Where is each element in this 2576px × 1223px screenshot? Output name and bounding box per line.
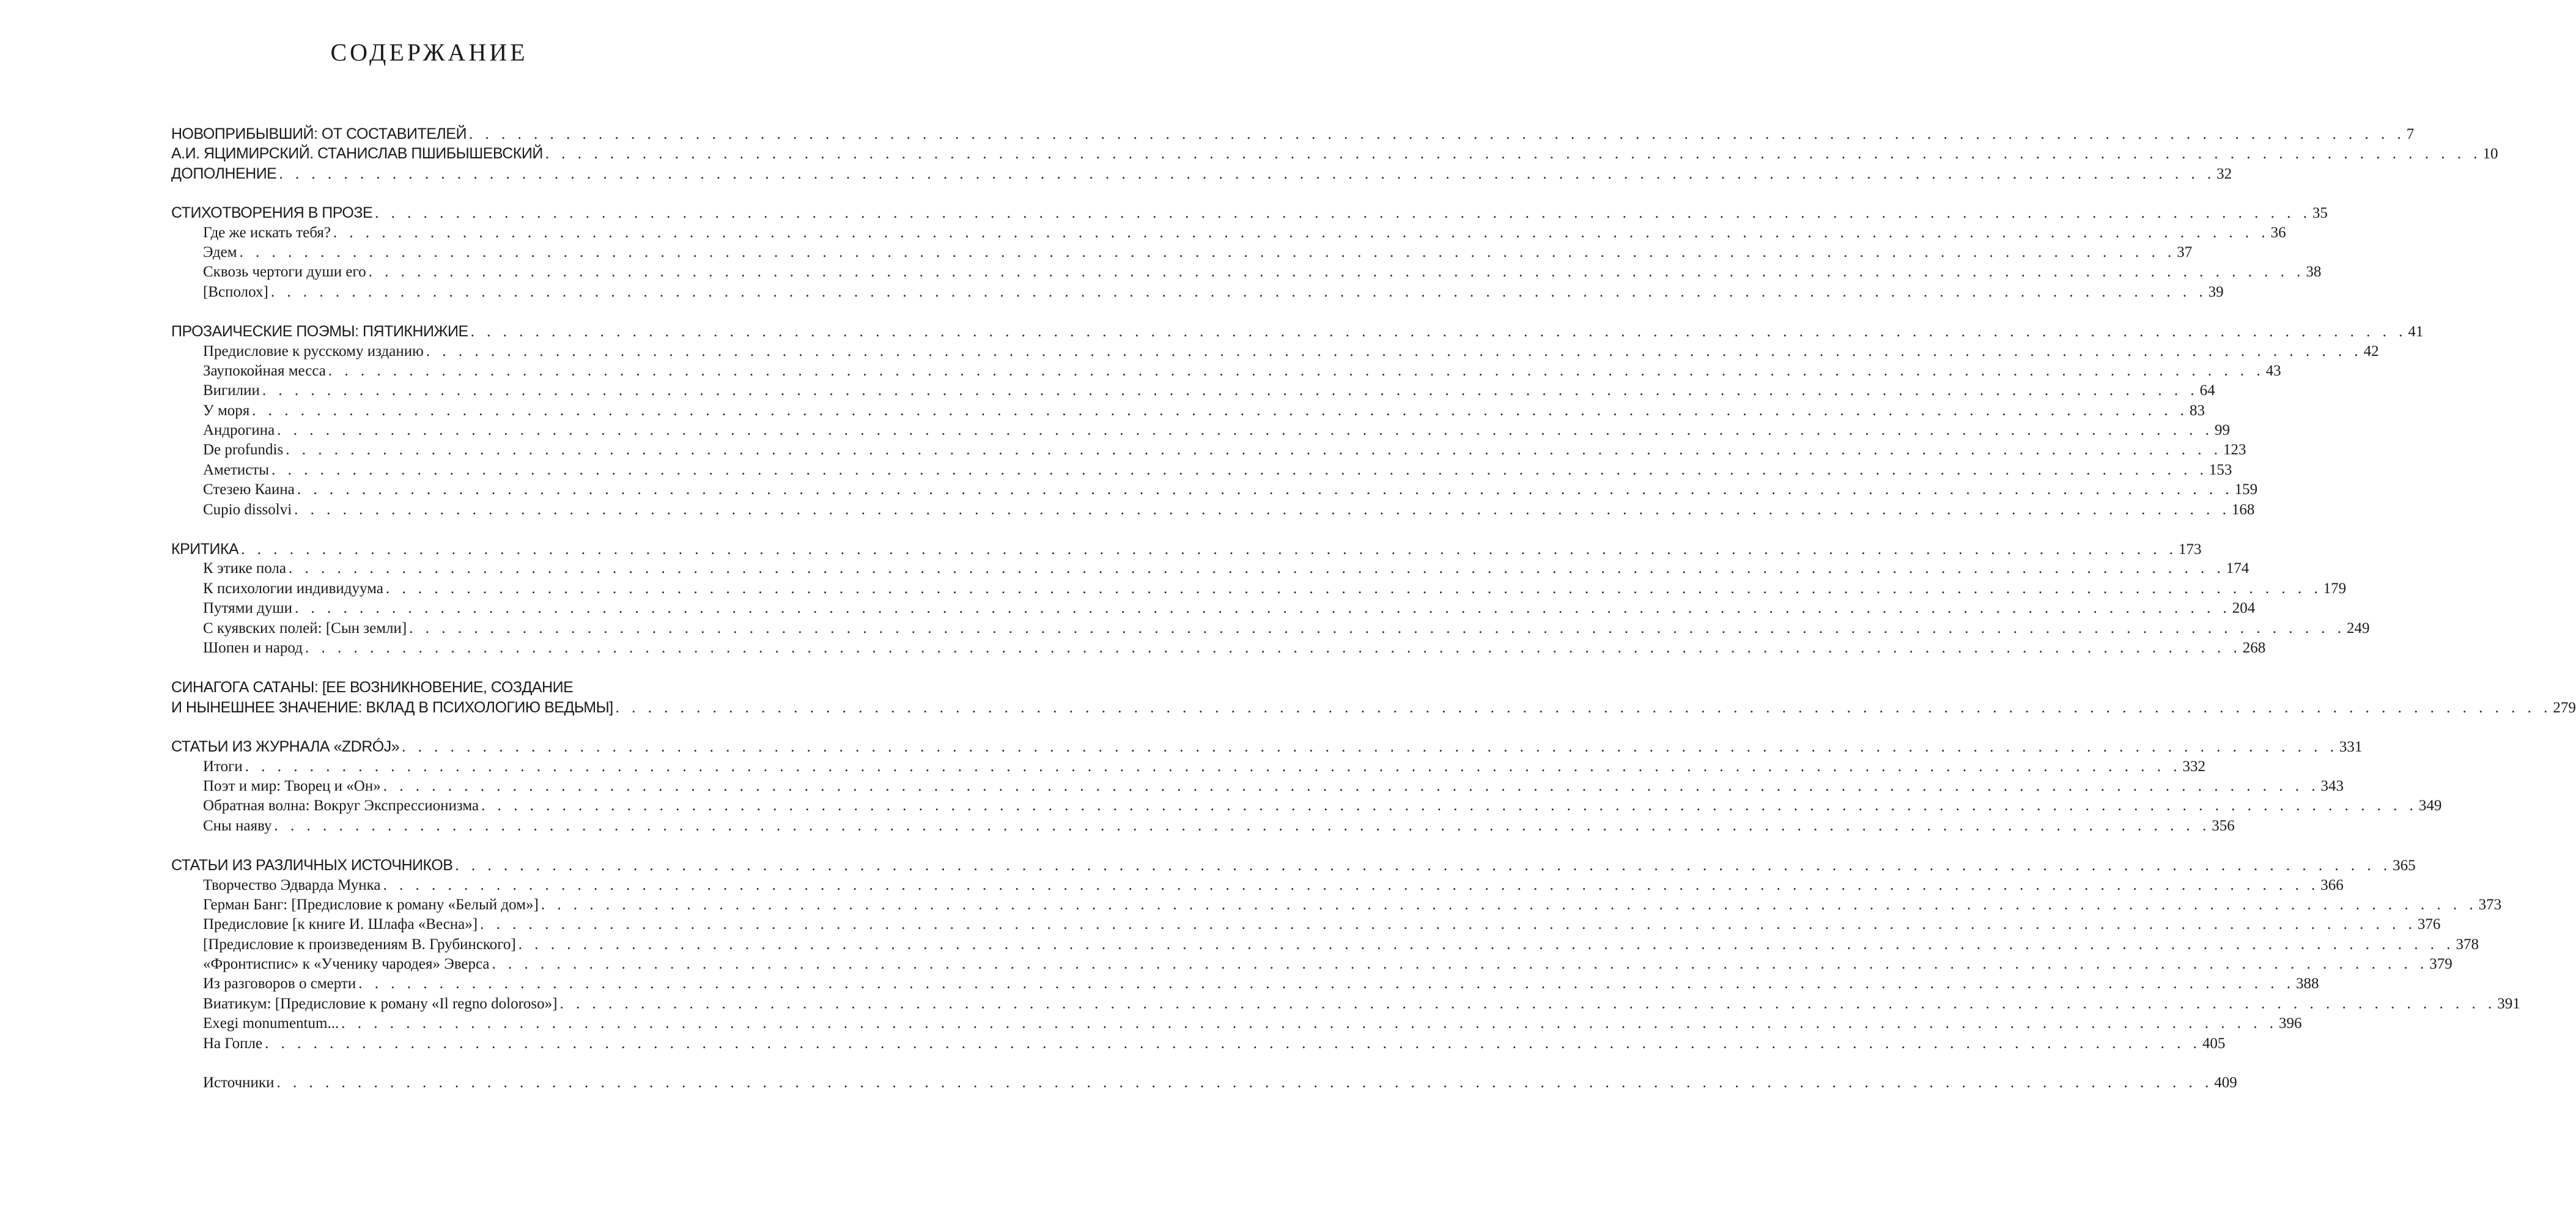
toc-entry-title: Cupio dissolvi <box>203 501 292 518</box>
toc-entry[interactable] <box>171 559 2249 578</box>
toc-leader-dots: . . . . . . . . . . . . . . . . . . . . . . . . . . . . . . . . . . . . . . . . . . . . . . . . . . . . . . . . . . . . . . . . . . . . . . . . . . . . . . . . . . . . . . . . . . . . . . . . . . . . . . . . . . . . . . . . . . . . . . . . <box>241 541 2177 558</box>
table-of-contents <box>171 124 2576 1112</box>
toc-leader-dots: . . . . . . . . . . . . . . . . . . . . . . . . . . . . . . . . . . . . . . . . . . . . . . . . . . . . . . . . . . . . . . . . . . . . . . . . . . . . . . . . . . . . . . . . . . . . . . . . . . . . . . . . . . . . . . . . . . . . . . . . <box>385 580 2322 597</box>
toc-section <box>171 539 2370 658</box>
toc-entry[interactable] <box>171 816 2235 836</box>
toc-entry[interactable] <box>171 935 2479 955</box>
toc-leader-dots: . . . . . . . . . . . . . . . . . . . . . . . . . . . . . . . . . . . . . . . . . . . . . . . . . . . . . . . . . . . . . . . . . . . . . . . . . . . . . . . . . . . . . . . . . . . . . . . . . . . . . . . . . . . . . . . . . . . . . . . . <box>294 600 2231 617</box>
toc-entry-title: СИНАГОГА САТАНЫ: [ЕЕ ВОЗНИКНОВЕНИЕ, СОЗДАНИЕ <box>171 679 574 696</box>
toc-entry-title: Из разговоров о смерти <box>203 975 356 992</box>
toc-leader-dots: . . . . . . . . . . . . . . . . . . . . . . . . . . . . . . . . . . . . . . . . . . . . . . . . . . . . . . . . . . . . . . . . . . . . . . . . . . . . . . . . . . . . . . . . . . . . . . . . . . . . . . . . . . . . . . . . . . . . . . . . <box>615 699 2552 716</box>
toc-entry[interactable] <box>171 223 2286 243</box>
toc-section <box>171 678 2576 717</box>
toc-entry[interactable] <box>171 915 2441 934</box>
toc-entry-title: De profundis <box>203 442 284 459</box>
toc-page-number: 268 <box>2242 639 2266 656</box>
toc-leader-dots: . . . . . . . . . . . . . . . . . . . . . . . . . . . . . . . . . . . . . . . . . . . . . . . . . . . . . . . . . . . . . . . . . . . . . . . . . . . . . . . . . . . . . . . . . . . . . . . . . . . . . . . . . . . . . . . . . . . . . . . . <box>481 797 2418 815</box>
toc-page-number: 123 <box>2223 442 2246 459</box>
toc-entry[interactable] <box>171 994 2520 1014</box>
toc-page-number: 173 <box>2178 541 2202 558</box>
toc-entry-title: Сквозь чертоги души его <box>203 264 366 281</box>
toc-section <box>171 855 2520 1054</box>
toc-page-number: 373 <box>2478 896 2502 913</box>
toc-leader-dots: . . . . . . . . . . . . . . . . . . . . . . . . . . . . . . . . . . . . . . . . . . . . . . . . . . . . . . . . . . . . . . . . . . . . . . . . . . . . . . . . . . . . . . . . . . . . . . . . . . . . . . . . . . . . . . . . . . . . . . . . <box>470 323 2407 341</box>
toc-page-number: 249 <box>2346 619 2370 637</box>
toc-entry[interactable] <box>171 203 2328 223</box>
toc-entry-title: [Предисловие к произведениям В. Грубинского] <box>203 936 516 953</box>
toc-entry-title: К психологии индивидуума <box>203 580 383 597</box>
toc-page-number: 38 <box>2306 264 2322 281</box>
toc-entry-title: Сны наяву <box>203 817 272 834</box>
toc-leader-dots: . . . . . . . . . . . . . . . . . . . . . . . . . . . . . . . . . . . . . . . . . . . . . . . . . . . . . . . . . . . . . . . . . . . . . . . . . . . . . . . . . . . . . . . . . . . . . . . . . . . . . . . . . . . . . . . . . . . . . . . . <box>288 560 2225 577</box>
toc-page-number: 153 <box>2209 461 2232 478</box>
toc-entry[interactable] <box>171 638 2266 658</box>
toc-leader-dots: . . . . . . . . . . . . . . . . . . . . . . . . . . . . . . . . . . . . . . . . . . . . . . . . . . . . . . . . . . . . . . . . . . . . . . . . . . . . . . . . . . . . . . . . . . . . . . . . . . . . . . . . . . . . . . . . . . . . . . . . <box>409 619 2345 637</box>
toc-entry-title: СТАТЬИ ИЗ РАЗЛИЧНЫХ ИСТОЧНИКОВ <box>171 857 453 874</box>
toc-entry-title: Аметисты <box>203 461 270 478</box>
toc-leader-dots: . . . . . . . . . . . . . . . . . . . . . . . . . . . . . . . . . . . . . . . . . . . . . . . . . . . . . . . . . . . . . . . . . . . . . . . . . . . . . . . . . . . . . . . . . . . . . . . . . . . . . . . . . . . . . . . . . . . . . . . . <box>265 1035 2201 1052</box>
toc-entry[interactable] <box>171 1014 2302 1033</box>
toc-entry-title: Источники <box>203 1074 275 1092</box>
toc-leader-dots: . . . . . . . . . . . . . . . . . . . . . . . . . . . . . . . . . . . . . . . . . . . . . . . . . . . . . . . . . . . . . . . . . . . . . . . . . . . . . . . . . . . . . . . . . . . . . . . . . . . . . . . . . . . . . . . . . . . . . . . . <box>304 639 2242 656</box>
toc-page-number: 204 <box>2232 600 2256 617</box>
toc-page-number: 409 <box>2214 1074 2237 1092</box>
toc-page-number: 331 <box>2339 739 2363 756</box>
toc-leader-dots: . . . . . . . . . . . . . . . . . . . . . . . . . . . . . . . . . . . . . . . . . . . . . . . . . . . . . . . . . . . . . . . . . . . . . . . . . . . . . . . . . . . . . . . . . . . . . . . . . . . . . . . . . . . . . . . . . . . . . . . . <box>262 382 2199 399</box>
toc-section <box>171 203 2328 302</box>
toc-page-number: 83 <box>2190 402 2205 419</box>
toc-entry-title: Предисловие [к книге И. Шлафа «Весна»] <box>203 916 478 933</box>
toc-entry[interactable] <box>171 698 2576 717</box>
toc-leader-dots: . . . . . . . . . . . . . . . . . . . . . . . . . . . . . . . . . . . . . . . . . . . . . . . . . . . . . . . . . . . . . . . . . . . . . . . . . . . . . . . . . . . . . . . . . . . . . . . . . . . . . . . . . . . . . . . . . . . . . . . . <box>468 126 2405 142</box>
toc-entry-title: «Фронтиспис» к «Ученику чародея» Эверса <box>203 956 490 973</box>
toc-entry-title: А.И. ЯЦИМИРСКИЙ. СТАНИСЛАВ ПШИБЫШЕВСКИЙ <box>171 145 543 163</box>
toc-entry[interactable] <box>171 579 2347 599</box>
toc-entry[interactable] <box>171 440 2246 460</box>
toc-entry-title: Путями души <box>203 600 292 617</box>
toc-section <box>171 737 2442 836</box>
toc-entry[interactable] <box>171 777 2344 796</box>
toc-leader-dots: . . . . . . . . . . . . . . . . . . . . . . . . . . . . . . . . . . . . . . . . . . . . . . . . . . . . . . . . . . . . . . . . . . . . . . . . . . . . . . . . . . . . . . . . . . . . . . . . . . . . . . . . . . . . . . . . . . . . . . . . <box>541 896 2478 913</box>
toc-entry[interactable] <box>171 381 2215 401</box>
toc-page-number: 35 <box>2312 205 2328 222</box>
toc-section <box>171 322 2424 520</box>
toc-entry[interactable] <box>171 283 2224 302</box>
toc-entry-title: ПРОЗАИЧЕСКИЕ ПОЭМЫ: ПЯТИКНИЖИЕ <box>171 323 468 341</box>
toc-leader-dots: . . . . . . . . . . . . . . . . . . . . . . . . . . . . . . . . . . . . . . . . . . . . . . . . . . . . . . . . . . . . . . . . . . . . . . . . . . . . . . . . . . . . . . . . . . . . . . . . . . . . . . . . . . . . . . . . . . . . . . . . <box>368 264 2305 281</box>
toc-page-number: 43 <box>2265 362 2281 379</box>
toc-leader-dots: . . . . . . . . . . . . . . . . . . . . . . . . . . . . . . . . . . . . . . . . . . . . . . . . . . . . . . . . . . . . . . . . . . . . . . . . . . . . . . . . . . . . . . . . . . . . . . . . . . . . . . . . . . . . . . . . . . . . . . . . <box>274 817 2211 834</box>
toc-page-number: 378 <box>2456 936 2479 953</box>
toc-leader-dots: . . . . . . . . . . . . . . . . . . . . . . . . . . . . . . . . . . . . . . . . . . . . . . . . . . . . . . . . . . . . . . . . . . . . . . . . . . . . . . . . . . . . . . . . . . . . . . . . . . . . . . . . . . . . . . . . . . . . . . . . <box>545 146 2482 163</box>
toc-entry[interactable] <box>171 737 2363 756</box>
toc-section <box>171 124 2498 183</box>
toc-page-number: 7 <box>2406 126 2415 142</box>
toc-page-number: 39 <box>2208 283 2224 300</box>
toc-entry-title: [Всполох] <box>203 283 268 300</box>
toc-entry[interactable] <box>171 599 2256 618</box>
toc-page-number: 396 <box>2278 1015 2302 1032</box>
toc-page-number: 356 <box>2212 817 2235 834</box>
toc-entry-title: Предисловие к русскому изданию <box>203 342 424 360</box>
toc-page-number: 168 <box>2231 501 2255 518</box>
toc-page-number: 388 <box>2295 975 2319 992</box>
toc-entry[interactable] <box>171 757 2206 777</box>
toc-entry-title: И НЫНЕШНЕЕ ЗНАЧЕНИЕ: ВКЛАД В ПСИХОЛОГИЮ ВЕДЬМЫ] <box>171 698 613 716</box>
toc-leader-dots: . . . . . . . . . . . . . . . . . . . . . . . . . . . . . . . . . . . . . . . . . . . . . . . . . . . . . . . . . . . . . . . . . . . . . . . . . . . . . . . . . . . . . . . . . . . . . . . . . . . . . . . . . . . . . . . . . . . . . . . . <box>383 777 2320 794</box>
toc-page-number: 10 <box>2482 146 2498 163</box>
toc-entry-title: У моря <box>203 402 250 419</box>
toc-page-number: 64 <box>2199 382 2215 399</box>
toc-section <box>171 1073 2237 1093</box>
toc-entry[interactable] <box>171 164 2232 183</box>
toc-page-number: 159 <box>2234 481 2258 498</box>
toc-entry-title: Итоги <box>203 758 243 775</box>
toc-leader-dots: . . . . . . . . . . . . . . . . . . . . . . . . . . . . . . . . . . . . . . . . . . . . . . . . . . . . . . . . . . . . . . . . . . . . . . . . . . . . . . . . . . . . . . . . . . . . . . . . . . . . . . . . . . . . . . . . . . . . . . . . <box>341 1015 2278 1032</box>
toc-page-number: 179 <box>2323 580 2347 597</box>
toc-page-number: 332 <box>2182 758 2206 775</box>
toc-page-number: 405 <box>2202 1035 2226 1052</box>
toc-entry-title: К этике пола <box>203 560 286 577</box>
toc-entry-title: СТАТЬИ ИЗ ЖУРНАЛА «ZDRÓJ» <box>171 738 400 756</box>
toc-leader-dots: . . . . . . . . . . . . . . . . . . . . . . . . . . . . . . . . . . . . . . . . . . . . . . . . . . . . . . . . . . . . . . . . . . . . . . . . . . . . . . . . . . . . . . . . . . . . . . . . . . . . . . . . . . . . . . . . . . . . . . . . <box>271 461 2208 478</box>
toc-leader-dots: . . . . . . . . . . . . . . . . . . . . . . . . . . . . . . . . . . . . . . . . . . . . . . . . . . . . . . . . . . . . . . . . . . . . . . . . . . . . . . . . . . . . . . . . . . . . . . . . . . . . . . . . . . . . . . . . . . . . . . . . <box>297 481 2234 498</box>
toc-page-number: 365 <box>2393 857 2416 874</box>
toc-entry[interactable] <box>171 243 2193 262</box>
toc-entry[interactable] <box>171 876 2344 895</box>
toc-leader-dots: . . . . . . . . . . . . . . . . . . . . . . . . . . . . . . . . . . . . . . . . . . . . . . . . . . . . . . . . . . . . . . . . . . . . . . . . . . . . . . . . . . . . . . . . . . . . . . . . . . . . . . . . . . . . . . . . . . . . . . . . <box>276 1074 2213 1092</box>
toc-page-number: 376 <box>2417 916 2441 933</box>
toc-leader-dots: . . . . . . . . . . . . . . . . . . . . . . . . . . . . . . . . . . . . . . . . . . . . . . . . . . . . . . . . . . . . . . . . . . . . . . . . . . . . . . . . . . . . . . . . . . . . . . . . . . . . . . . . . . . . . . . . . . . . . . . . <box>328 362 2265 379</box>
toc-page-number: 32 <box>2216 165 2232 182</box>
toc-entry-title: КРИТИКА <box>171 541 239 558</box>
toc-entry[interactable] <box>171 1034 2226 1054</box>
toc-leader-dots: . . . . . . . . . . . . . . . . . . . . . . . . . . . . . . . . . . . . . . . . . . . . . . . . . . . . . . . . . . . . . . . . . . . . . . . . . . . . . . . . . . . . . . . . . . . . . . . . . . . . . . . . . . . . . . . . . . . . . . . . <box>375 205 2311 222</box>
toc-entry[interactable] <box>171 796 2442 816</box>
toc-leader-dots: . . . . . . . . . . . . . . . . . . . . . . . . . . . . . . . . . . . . . . . . . . . . . . . . . . . . . . . . . . . . . . . . . . . . . . . . . . . . . . . . . . . . . . . . . . . . . . . . . . . . . . . . . . . . . . . . . . . . . . . . <box>252 402 2189 419</box>
toc-entry-title: Заупокойная месса <box>203 362 326 379</box>
toc-entry[interactable] <box>171 1073 2237 1093</box>
toc-leader-dots: . . . . . . . . . . . . . . . . . . . . . . . . . . . . . . . . . . . . . . . . . . . . . . . . . . . . . . . . . . . . . . . . . . . . . . . . . . . . . . . . . . . . . . . . . . . . . . . . . . . . . . . . . . . . . . . . . . . . . . . . <box>286 442 2222 459</box>
toc-entry-title: С куявских полей: [Сын земли] <box>203 619 407 637</box>
toc-entry-title: Андрогина <box>203 422 275 439</box>
toc-leader-dots: . . . . . . . . . . . . . . . . . . . . . . . . . . . . . . . . . . . . . . . . . . . . . . . . . . . . . . . . . . . . . . . . . . . . . . . . . . . . . . . . . . . . . . . . . . . . . . . . . . . . . . . . . . . . . . . . . . . . . . . . <box>358 975 2295 992</box>
toc-entry-title: Обратная волна: Вокруг Экспрессионизма <box>203 797 479 815</box>
toc-page-number: 391 <box>2497 995 2520 1012</box>
toc-entry[interactable] <box>171 480 2258 500</box>
toc-entry[interactable] <box>171 955 2452 974</box>
toc-leader-dots: . . . . . . . . . . . . . . . . . . . . . . . . . . . . . . . . . . . . . . . . . . . . . . . . . . . . . . . . . . . . . . . . . . . . . . . . . . . . . . . . . . . . . . . . . . . . . . . . . . . . . . . . . . . . . . . . . . . . . . . . <box>492 956 2429 973</box>
toc-entry[interactable] <box>171 421 2231 440</box>
toc-entry[interactable] <box>171 144 2498 163</box>
toc-page-number: 349 <box>2418 797 2442 815</box>
toc-entry[interactable] <box>171 262 2322 282</box>
toc-entry[interactable] <box>171 342 2379 361</box>
toc-page-number: 366 <box>2320 876 2344 893</box>
toc-entry[interactable] <box>171 401 2205 421</box>
toc-entry-title: Вигилии <box>203 382 260 399</box>
toc-entry-title: ДОПОЛНЕНИЕ <box>171 164 277 182</box>
toc-leader-dots: . . . . . . . . . . . . . . . . . . . . . . . . . . . . . . . . . . . . . . . . . . . . . . . . . . . . . . . . . . . . . . . . . . . . . . . . . . . . . . . . . . . . . . . . . . . . . . . . . . . . . . . . . . . . . . . . . . . . . . . . <box>277 422 2214 439</box>
toc-entry[interactable] <box>171 974 2319 994</box>
toc-entry-title: Шопен и народ <box>203 639 303 656</box>
toc-page-number: 279 <box>2553 699 2576 716</box>
toc-leader-dots: . . . . . . . . . . . . . . . . . . . . . . . . . . . . . . . . . . . . . . . . . . . . . . . . . . . . . . . . . . . . . . . . . . . . . . . . . . . . . . . . . . . . . . . . . . . . . . . . . . . . . . . . . . . . . . . . . . . . . . . . <box>245 758 2182 775</box>
toc-entry-title: Где же искать тебя? <box>203 224 331 241</box>
toc-leader-dots: . . . . . . . . . . . . . . . . . . . . . . . . . . . . . . . . . . . . . . . . . . . . . . . . . . . . . . . . . . . . . . . . . . . . . . . . . . . . . . . . . . . . . . . . . . . . . . . . . . . . . . . . . . . . . . . . . . . . . . . . <box>426 342 2363 360</box>
toc-entry[interactable] <box>171 619 2370 638</box>
toc-entry[interactable] <box>171 855 2416 875</box>
toc-page-number: 379 <box>2429 956 2452 973</box>
toc-page-number: 174 <box>2226 560 2249 577</box>
toc-leader-dots: . . . . . . . . . . . . . . . . . . . . . . . . . . . . . . . . . . . . . . . . . . . . . . . . . . . . . . . . . . . . . . . . . . . . . . . . . . . . . . . . . . . . . . . . . . . . . . . . . . . . . . . . . . . . . . . . . . . . . . . . <box>239 243 2176 260</box>
toc-entry[interactable] <box>171 895 2502 915</box>
toc-entry[interactable] <box>171 678 687 697</box>
toc-entry-title: На Гопле <box>203 1035 263 1052</box>
toc-leader-dots: . . . . . . . . . . . . . . . . . . . . . . . . . . . . . . . . . . . . . . . . . . . . . . . . . . . . . . . . . . . . . . . . . . . . . . . . . . . . . . . . . . . . . . . . . . . . . . . . . . . . . . . . . . . . . . . . . . . . . . . . <box>279 165 2216 182</box>
toc-entry-title: Стезею Каина <box>203 481 295 498</box>
toc-entry-title: НОВОПРИБЫВШИЙ: ОТ СОСТАВИТЕЛЕЙ <box>171 125 467 142</box>
toc-entry-title: СТИХОТВОРЕНИЯ В ПРОЗЕ <box>171 204 373 222</box>
toc-leader-dots: . . . . . . . . . . . . . . . . . . . . . . . . . . . . . . . . . . . . . . . . . . . . . . . . . . . . . . . . . . . . . . . . . . . . . . . . . . . . . . . . . . . . . . . . . . . . . . . . . . . . . . . . . . . . . . . . . . . . . . . . <box>294 501 2231 518</box>
toc-entry[interactable] <box>171 124 2415 144</box>
toc-page-number: 37 <box>2177 243 2193 260</box>
toc-entry[interactable] <box>171 322 2424 341</box>
toc-page-number: 42 <box>2363 342 2379 360</box>
toc-leader-dots: . . . . . . . . . . . . . . . . . . . . . . . . . . . . . . . . . . . . . . . . . . . . . . . . . . . . . . . . . . . . . . . . . . . . . . . . . . . . . . . . . . . . . . . . . . . . . . . . . . . . . . . . . . . . . . . . . . . . . . . . <box>402 739 2338 756</box>
toc-leader-dots: . . . . . . . . . . . . . . . . . . . . . . . . . . . . . . . . . . . . . . . . . . . . . . . . . . . . . . . . . . . . . . . . . . . . . . . . . . . . . . . . . . . . . . . . . . . . . . . . . . . . . . . . . . . . . . . . . . . . . . . . <box>383 876 2320 893</box>
toc-entry-title: Герман Банг: [Предисловие к роману «Белый дом»] <box>203 896 539 913</box>
toc-leader-dots: . . . . . . . . . . . . . . . . . . . . . . . . . . . . . . . . . . . . . . . . . . . . . . . . . . . . . . . . . . . . . . . . . . . . . . . . . . . . . . . . . . . . . . . . . . . . . . . . . . . . . . . . . . . . . . . . . . . . . . . . <box>333 224 2270 241</box>
toc-leader-dots: . . . . . . . . . . . . . . . . . . . . . . . . . . . . . . . . . . . . . . . . . . . . . . . . . . . . . . . . . . . . . . . . . . . . . . . . . . . . . . . . . . . . . . . . . . . . . . . . . . . . . . . . . . . . . . . . . . . . . . . . <box>270 283 2207 300</box>
page-title: СОДЕРЖАНИЕ <box>330 39 528 66</box>
toc-page-number: 36 <box>2270 224 2286 241</box>
toc-entry[interactable] <box>171 460 2232 480</box>
toc-entry[interactable] <box>171 500 2255 520</box>
toc-entry-title: Exegi monumentum... <box>203 1015 339 1032</box>
toc-leader-dots: . . . . . . . . . . . . . . . . . . . . . . . . . . . . . . . . . . . . . . . . . . . . . . . . . . . . . . . . . . . . . . . . . . . . . . . . . . . . . . . . . . . . . . . . . . . . . . . . . . . . . . . . . . . . . . . . . . . . . . . . <box>480 916 2416 933</box>
toc-entry-title: Поэт и мир: Творец и «Он» <box>203 777 381 794</box>
toc-page-number: 343 <box>2320 777 2344 794</box>
toc-page-number: 99 <box>2215 422 2231 439</box>
toc-entry[interactable] <box>171 539 2202 559</box>
toc-entry-title: Творчество Эдварда Мунка <box>203 876 381 893</box>
toc-leader-dots: . . . . . . . . . . . . . . . . . . . . . . . . . . . . . . . . . . . . . . . . . . . . . . . . . . . . . . . . . . . . . . . . . . . . . . . . . . . . . . . . . . . . . . . . . . . . . . . . . . . . . . . . . . . . . . . . . . . . . . . . <box>518 936 2455 953</box>
toc-entry-title: Эдем <box>203 243 237 260</box>
toc-entry[interactable] <box>171 361 2281 381</box>
toc-entry-title: Виатикум: [Предисловие к роману «Il regno doloroso»] <box>203 995 558 1012</box>
toc-page-number: 41 <box>2408 323 2424 341</box>
toc-leader-dots: . . . . . . . . . . . . . . . . . . . . . . . . . . . . . . . . . . . . . . . . . . . . . . . . . . . . . . . . . . . . . . . . . . . . . . . . . . . . . . . . . . . . . . . . . . . . . . . . . . . . . . . . . . . . . . . . . . . . . . . . <box>455 857 2392 874</box>
toc-leader-dots: . . . . . . . . . . . . . . . . . . . . . . . . . . . . . . . . . . . . . . . . . . . . . . . . . . . . . . . . . . . . . . . . . . . . . . . . . . . . . . . . . . . . . . . . . . . . . . . . . . . . . . . . . . . . . . . . . . . . . . . . <box>559 995 2497 1012</box>
